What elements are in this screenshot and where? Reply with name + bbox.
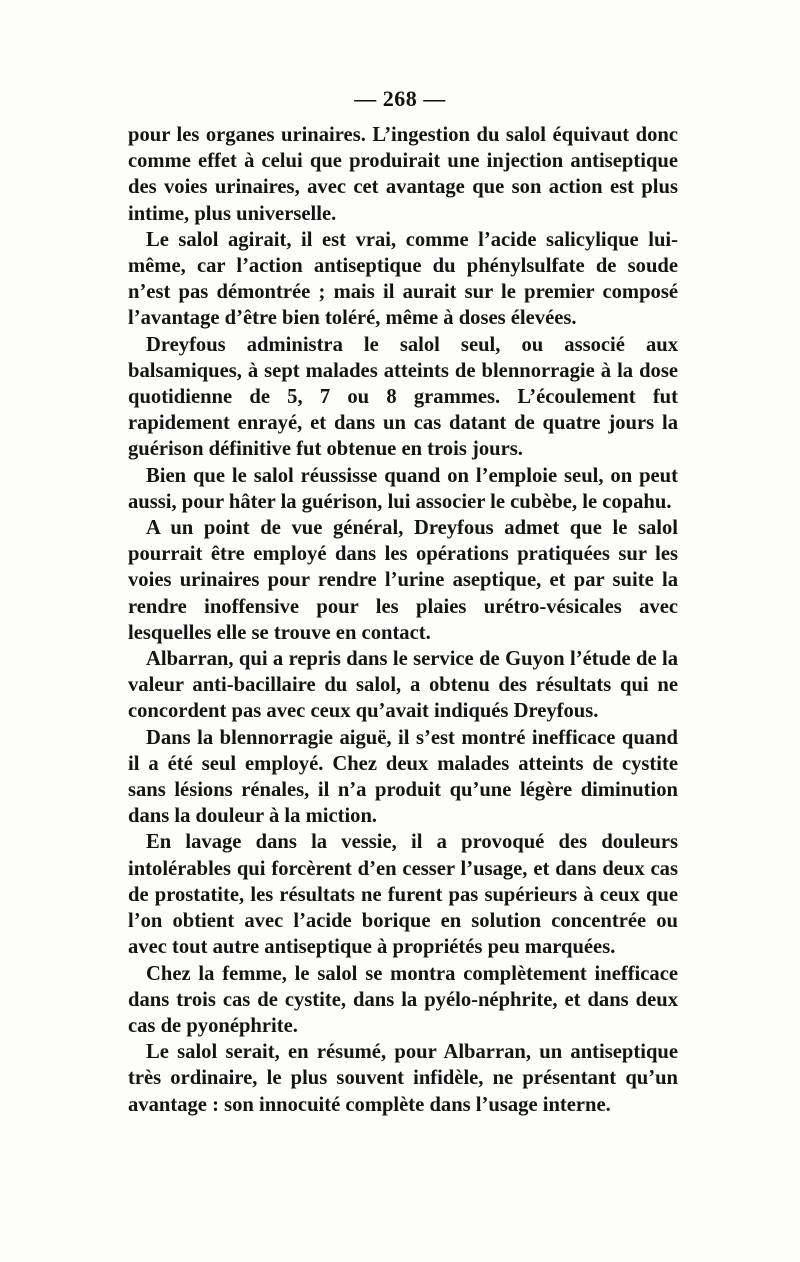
body-text [128,122,678,1118]
paragraph: Albarran, qui a repris dans le service de Guyon l’étude de la valeur anti-bacillaire du salol, a obtenu des résultats qui ne concordent pas avec ceux qu’avait indiqués Dreyfous. [128,648,678,723]
paragraph: pour les organes urinaires. L’ingestion du salol équivaut donc comme effet à celui que produirait une injection antiseptique des voies urinaires, avec cet avantage que son action est plus intime, plus universelle. [128,124,678,225]
page-number: — 268 — [354,86,446,111]
paragraph: Bien que le salol réussisse quand on l’emploie seul, on peut aussi, pour hâter la guérison, lui associer le cubèbe, le copahu. [128,464,678,513]
paragraph: Le salol serait, en résumé, pour Albarran, un antiseptique très ordinaire, le plus souvent infidèle, ne présentant qu’un avantage : son innocuité complète dans l’usage interne. [128,1041,678,1116]
paragraph: Dans la blennorragie aiguë, il s’est montré inefficace quand il a été seul employé. Chez deux malades atteints de cystite sans lésions rénales, il n’a produit qu’une légère diminution dans la douleur à la miction. [128,726,678,828]
paragraph: Chez la femme, le salol se montra complètement inefficace dans trois cas de cystite, dans la pyélo-néphrite, et dans deux cas de pyonéphrite. [128,962,678,1037]
paragraph: A un point de vue général, Dreyfous admet que le salol pourrait être employé dans les opérations pratiquées sur les voies urinaires pour rendre l’urine aseptique, et par suite la rendre inoffensive pour les plaies urétro-vésicales avec lesquelles elle se trouve en contact. [128,517,678,644]
paragraph: Dreyfous administra le salol seul, ou associé aux balsamiques, à sept malades atteints de blennorragie à la dose quotidienne de 5, 7 ou 8 grammes. L’écoulement fut rapidement enrayé, et dans un cas datant de quatre jours la guérison définitive fut obtenue en trois jours. [128,333,678,461]
paragraph: En lavage dans la vessie, il a provoqué des douleurs intolérables qui forcèrent d’en cesser l’usage, et dans deux cas de prostatite, les résultats ne furent pas supérieurs à ceux que l’on obtient avec l’acide borique en solution concentrée ou avec tout autre antiseptique à propriétés peu marquées. [128,831,678,959]
paragraph: Le salol agirait, il est vrai, comme l’acide salicylique lui-même, car l’action antiseptique du phénylsulfate de soude n’est pas démontrée ; mais il aurait sur le premier composé l’avantage d’être bien toléré, même à doses élevées. [128,228,678,330]
